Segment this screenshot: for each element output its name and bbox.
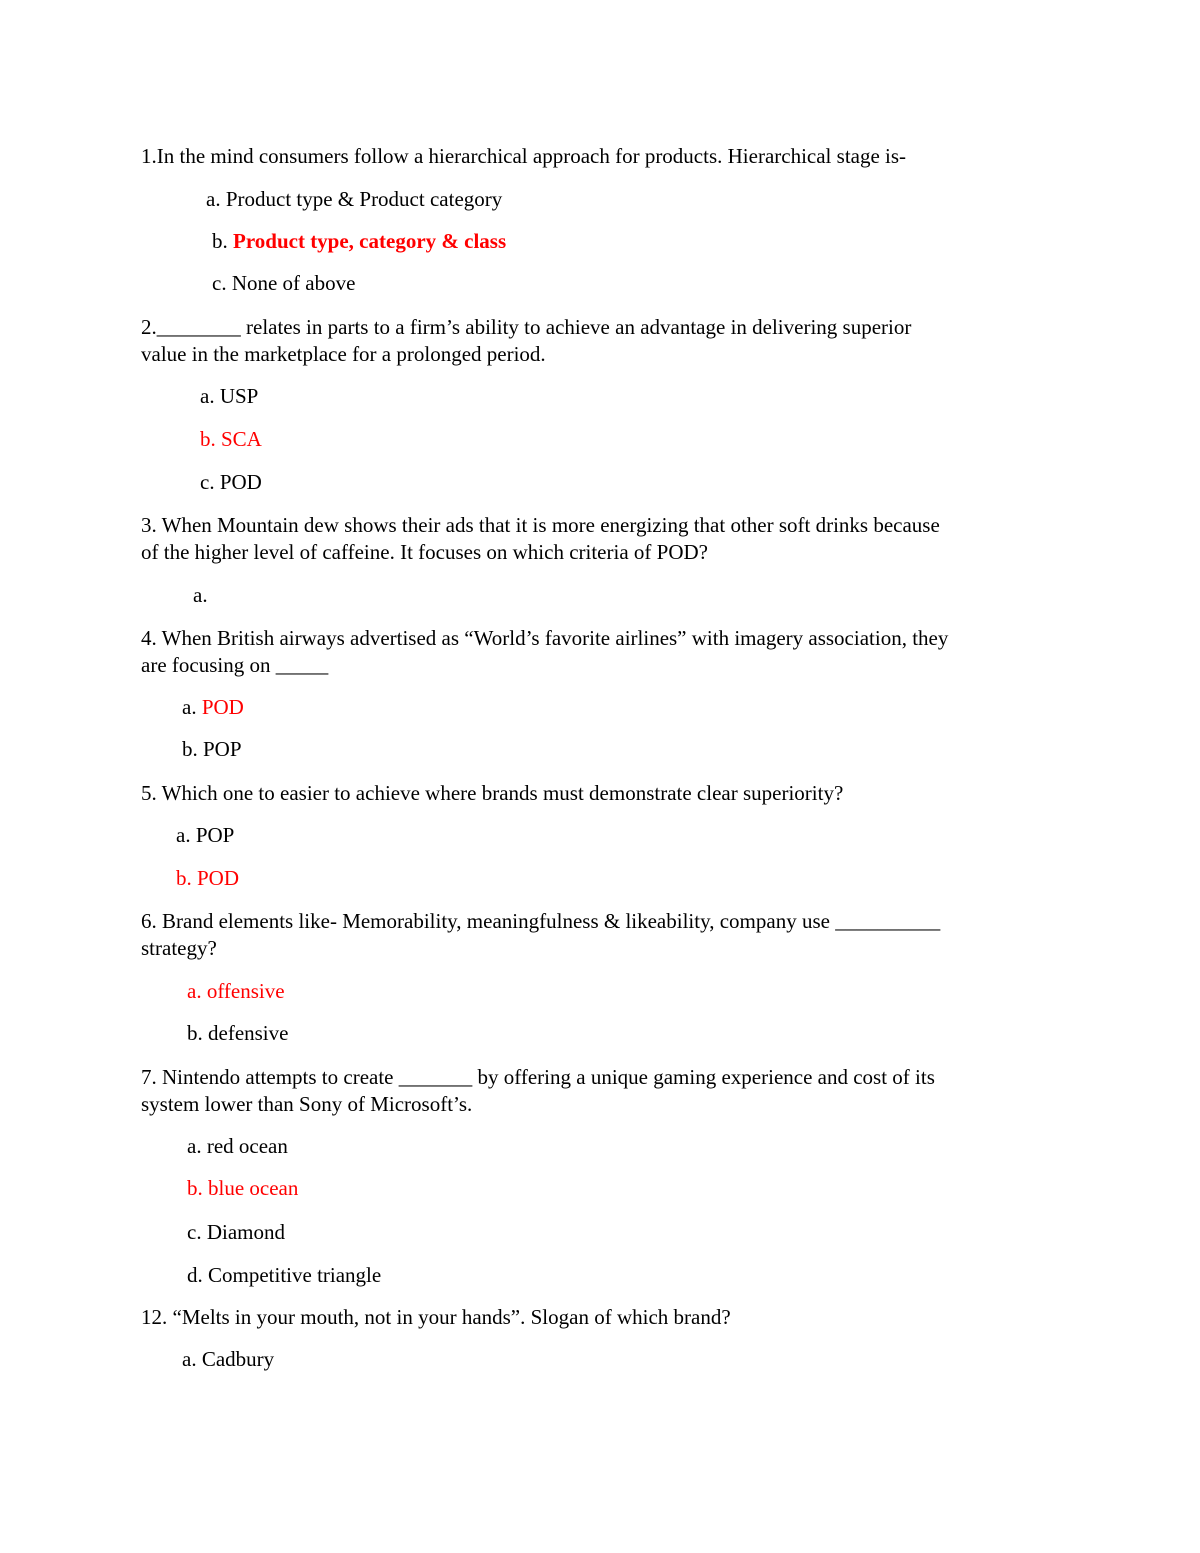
question-4-answer: POD (201, 695, 244, 719)
question-12-option-a: a. Cadbury (182, 1347, 275, 1371)
question-4-option-a (182, 693, 244, 721)
option-a-label: a. (182, 695, 202, 719)
question-3-text-line1: 3. When Mountain dew shows their ads that it is more energizing that other soft drinks because (141, 513, 940, 537)
question-2-text-line2: value in the marketplace for a prolonged period. (141, 342, 546, 366)
question-2-option-a: a. USP (200, 384, 259, 408)
question-1-option-b (212, 227, 506, 255)
question-1-text: 1.In the mind consumers follow a hierarchical approach for products. Hierarchical stage is- (141, 144, 907, 168)
question-2-answer: b. SCA (200, 427, 262, 451)
question-1-answer: Product type, category & class (233, 229, 507, 253)
question-7-answer: b. blue ocean (187, 1176, 299, 1200)
question-3-text-line2: of the higher level of caffeine. It focuses on which criteria of POD? (141, 540, 708, 564)
question-2-option-c: c. POD (200, 470, 262, 494)
question-7-option-d: d. Competitive triangle (187, 1263, 382, 1287)
question-1-option-c: c. None of above (212, 271, 356, 295)
question-4-option-b: b. POP (182, 737, 242, 761)
question-3-option-a: a. (193, 583, 208, 607)
question-7-option-a: a. red ocean (187, 1134, 288, 1158)
question-6-text-line1: 6. Brand elements like- Memorability, meaningfulness & likeability, company use __________ (141, 909, 941, 933)
question-7-text-line2: system lower than Sony of Microsoft’s. (141, 1092, 473, 1116)
question-5-option-a: a. POP (176, 823, 235, 847)
question-4-text-line2: are focusing on _____ (141, 653, 329, 677)
question-5-text: 5. Which one to easier to achieve where brands must demonstrate clear superiority? (141, 781, 844, 805)
question-7-text-line1: 7. Nintendo attempts to create _______ by offering a unique gaming experience and cost of its (141, 1065, 935, 1089)
question-6-text-line2: strategy? (141, 936, 217, 960)
question-12-text: 12. “Melts in your mouth, not in your hands”. Slogan of which brand? (141, 1305, 731, 1329)
question-2-text-line1: 2.________ relates in parts to a firm’s ability to achieve an advantage in delivering superior (141, 315, 912, 339)
option-b-label: b. (212, 229, 233, 253)
question-6-answer: a. offensive (187, 979, 285, 1003)
question-4-text-line1: 4. When British airways advertised as “World’s favorite airlines” with imagery association, they (141, 626, 949, 650)
question-1-option-a: a. Product type & Product category (206, 187, 503, 211)
question-7-option-c: c. Diamond (187, 1220, 285, 1244)
question-6-option-b: b. defensive (187, 1021, 289, 1045)
question-5-answer: b. POD (176, 866, 240, 890)
